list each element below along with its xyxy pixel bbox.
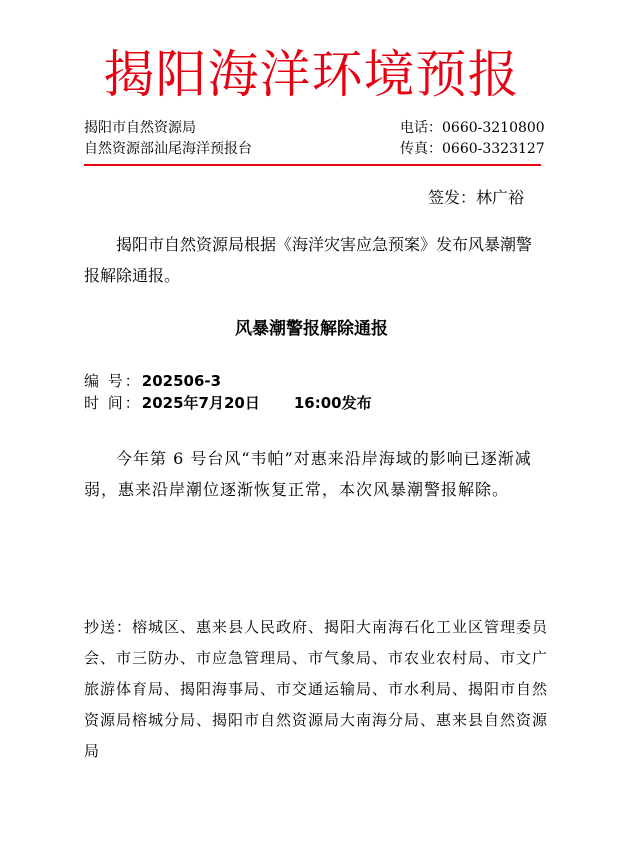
notice-number-value: 202506-3 — [141, 372, 222, 390]
fax-number: 传真：0660-3323127 — [400, 141, 545, 157]
intro-paragraph: 揭阳市自然资源局根据《海洋灾害应急预案》发布风暴潮警报解除通报。 — [84, 235, 533, 285]
notice-time-label: 时 间： — [84, 394, 142, 412]
notice-time-row — [84, 393, 372, 413]
issuer-org-2: 自然资源部汕尾海洋预报台 — [84, 141, 252, 157]
signer: 签发：林广裕 — [428, 188, 525, 207]
content-paragraph: 今年第 6 号台风“韦帕”对惠来沿岸海域的影响已逐渐减弱，惠来沿岸潮位逐渐恢复正常，本次风暴潮警报解除。 — [84, 449, 532, 499]
notice-clock: 16:00发布 — [293, 394, 372, 412]
notice-date: 2025年7月20日 — [141, 394, 260, 412]
document-title: 揭阳海洋环境预报 — [103, 46, 520, 105]
issuer-org-1: 揭阳市自然资源局 — [84, 120, 196, 136]
phone-number: 电话：0660-3210800 — [400, 120, 545, 136]
header-divider — [84, 164, 541, 166]
notice-title: 风暴潮警报解除通报 — [235, 319, 388, 339]
notice-number-row — [84, 371, 221, 391]
cc-list: 抄送：榕城区、惠来县人民政府、揭阳大南海石化工业区管理委员会、市三防办、市应急管理局、市气象局、市农业农村局、市文广旅游体育局、揭阳海事局、市交通运输局、市水利局、揭阳市自然资源局榕城分局、揭阳市自然资源局大南海分局、惠来县自然资源局 — [84, 618, 549, 760]
notice-number-label: 编 号： — [84, 372, 142, 390]
